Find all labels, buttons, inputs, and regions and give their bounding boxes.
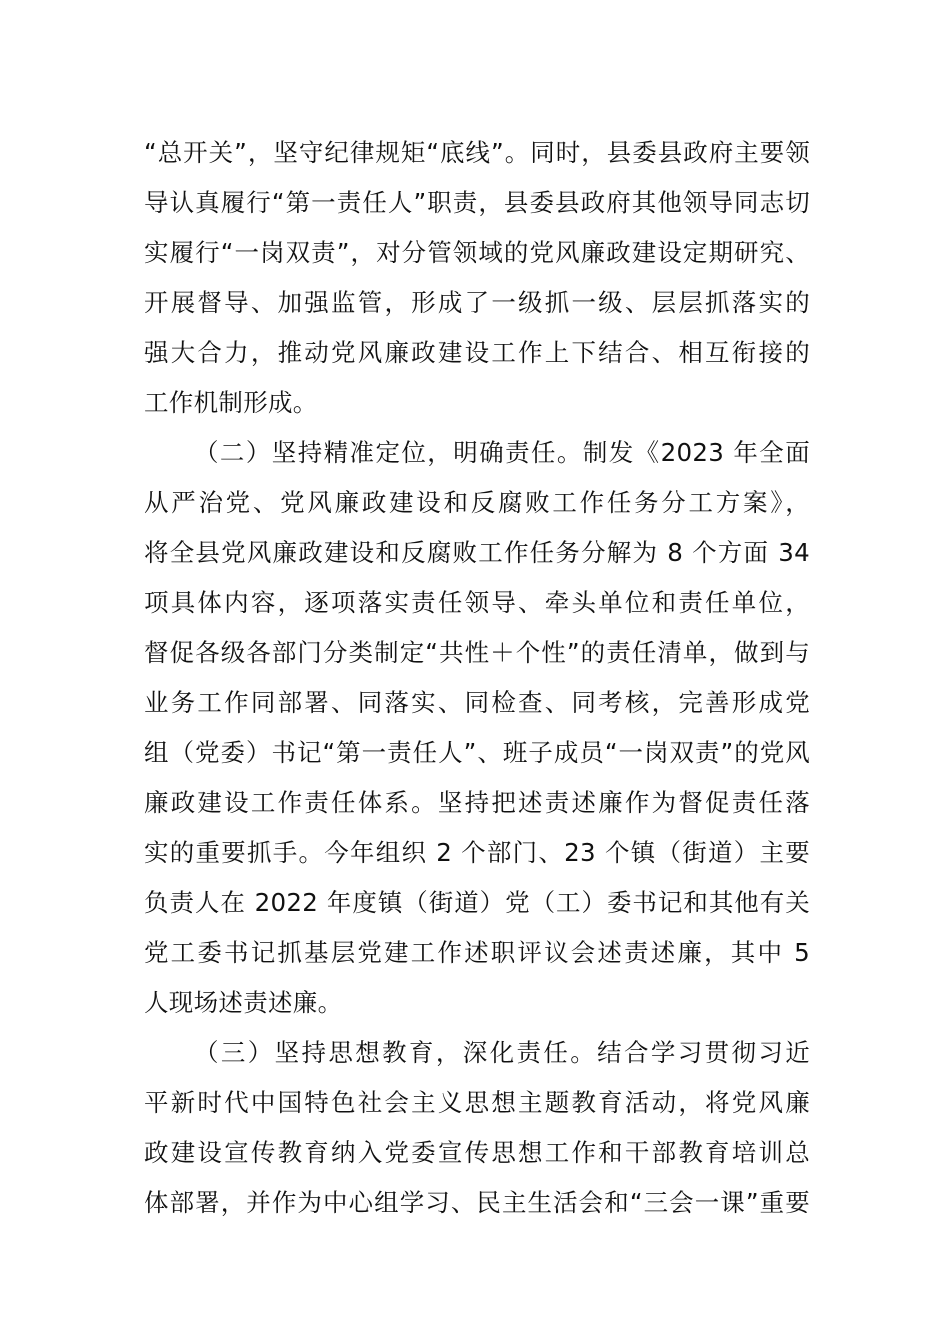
text-line: 平新时代中国特色社会主义思想主题教育活动，将党风廉 [144, 1088, 810, 1117]
text-line: 体部署，并作为中心组学习、民主生活会和“三会一课”重要 [144, 1188, 810, 1217]
paragraph-3 [144, 1028, 810, 1228]
text-line: 组（党委）书记“第一责任人”、班子成员“一岗双责”的党风 [144, 738, 810, 767]
text-line: 廉政建设工作责任体系。坚持把述责述廉作为督促责任落 [144, 788, 810, 817]
text-line: 将全县党风廉政建设和反腐败工作任务分解为 8 个方面 34 [144, 538, 810, 567]
paragraph-1 [144, 128, 810, 428]
text-line: 政建设宣传教育纳入党委宣传思想工作和干部教育培训总 [144, 1138, 810, 1167]
text-line: 督促各级各部门分类制定“共性＋个性”的责任清单，做到与 [144, 638, 810, 667]
text-line: 人现场述责述廉。 [144, 988, 343, 1017]
text-line: 实履行“一岗双责”，对分管领域的党风廉政建设定期研究、 [144, 238, 810, 267]
text-line: 强大合力，推动党风廉政建设工作上下结合、相互衔接的 [144, 338, 810, 367]
text-line: （二）坚持精准定位，明确责任。制发《2023 年全面 [194, 438, 810, 467]
text-line: （三）坚持思想教育，深化责任。结合学习贯彻习近 [194, 1038, 810, 1067]
text-line: 工作机制形成。 [144, 388, 318, 417]
document-body [144, 128, 810, 1228]
text-line: “总开关”，坚守纪律规矩“底线”。同时，县委县政府主要领 [144, 138, 810, 167]
text-line: 开展督导、加强监管，形成了一级抓一级、层层抓落实的 [144, 288, 810, 317]
text-line: 业务工作同部署、同落实、同检查、同考核，完善形成党 [144, 688, 810, 717]
paragraph-2 [144, 428, 810, 1028]
text-line: 从严治党、党风廉政建设和反腐败工作任务分工方案》， [144, 488, 810, 517]
text-line: 实的重要抓手。今年组织 2 个部门、23 个镇（街道）主要 [144, 838, 810, 867]
text-line: 负责人在 2022 年度镇（街道）党（工）委书记和其他有关 [144, 888, 810, 917]
text-line: 党工委书记抓基层党建工作述职评议会述责述廉，其中 5 [144, 938, 810, 967]
text-line: 项具体内容，逐项落实责任领导、牵头单位和责任单位， [144, 588, 810, 617]
text-line: 导认真履行“第一责任人”职责，县委县政府其他领导同志切 [144, 188, 810, 217]
